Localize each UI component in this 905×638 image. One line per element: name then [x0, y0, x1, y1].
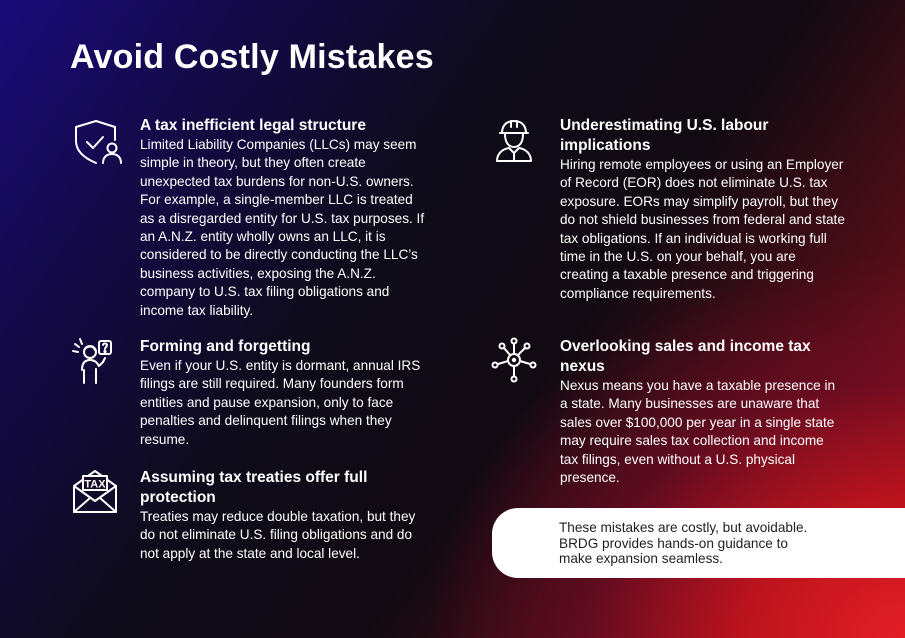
item-body: Treaties may reduce double taxation, but they do not eliminate U.S. filing obligations and do not apply at the state and local level.	[140, 509, 416, 561]
item-heading: A tax inefficient legal structure	[140, 117, 366, 134]
item-body: Hiring remote employees or using an Employer of Record (EOR) does not eliminate U.S. tax exposure. EORs may simplify payroll, but they do not shield businesses from federal and state tax obligations. If an individual is working full time in the U.S. on your behalf, you are creating a taxable presence and triggering compliance requirements.	[560, 157, 845, 301]
confused-person-icon	[70, 336, 116, 386]
item-heading: Overlooking sales and income tax nexus	[560, 338, 811, 375]
item-body: Nexus means you have a taxable presence in a state. Many businesses are unaware that sales over $100,000 per year in a single state may require sales tax collection and income tax filings, even without a U.S. physical presence.	[560, 378, 836, 486]
svg-text:TAX: TAX	[84, 478, 106, 491]
item-heading: Forming and forgetting	[140, 338, 311, 355]
item-forming-forgetting	[140, 337, 430, 449]
item-body: Limited Liability Companies (LLCs) may seem simple in theory, but they often create unexpected tax burdens for non-U.S. owners. For example, a single-member LLC is treated as a disregarded entity for U.S. tax purposes. If an A.N.Z. entity wholly owns an LLC, it is considered to be directly conducting the LLC’s business activities, exposing the A.N.Z. company to U.S. tax filing obligations and income tax liability.	[140, 137, 425, 318]
callout-box	[492, 508, 905, 578]
network-nodes-icon	[490, 336, 538, 384]
shield-user-check-icon	[70, 118, 126, 166]
item-nexus	[560, 337, 845, 487]
worker-hardhat-icon	[490, 116, 538, 164]
item-body: Even if your U.S. entity is dormant, annual IRS filings are still required. Many founders form entities and pause expansion, only to face penalties and delinquent filings when they resume.	[140, 358, 421, 447]
item-labour-implications	[560, 116, 845, 303]
item-legal-structure	[140, 116, 430, 320]
item-tax-treaties	[140, 468, 430, 563]
page-title: Avoid Costly Mistakes	[70, 38, 434, 76]
tax-envelope-icon	[70, 468, 120, 516]
callout-text: These mistakes are costly, but avoidable. BRDG provides hands-on guidance to make expansion seamless.	[559, 520, 808, 567]
item-heading: Assuming tax treaties offer full protection	[140, 469, 368, 506]
item-heading: Underestimating U.S. labour implications	[560, 117, 769, 154]
